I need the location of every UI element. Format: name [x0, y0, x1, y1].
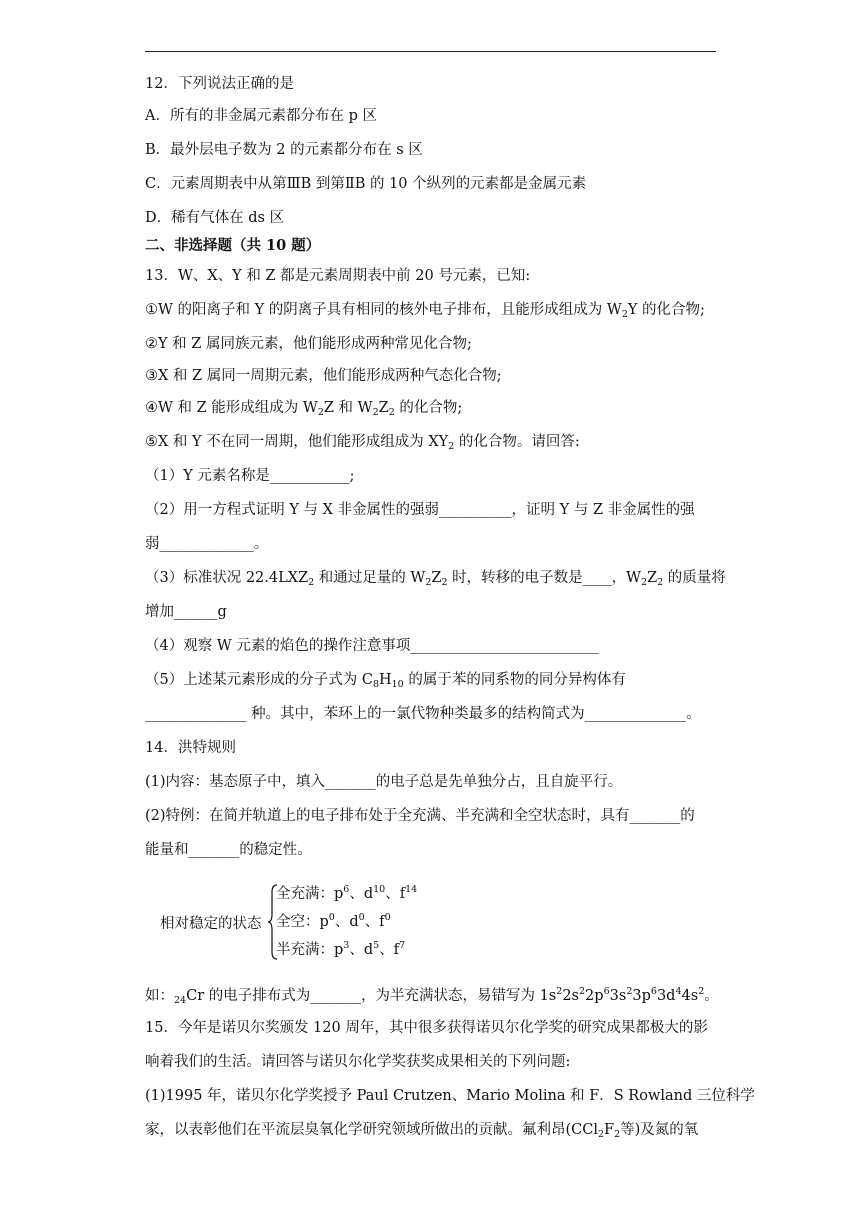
q12-stem: 12．下列说法正确的是	[145, 76, 294, 92]
q13-condition-5: ⑤X 和 Y 不在同一周期，他们能形成组成为 $XY_2$ 的化合物。请回答:	[145, 434, 580, 452]
q13-condition-4: ④W 和 Z 能形成组成为 $W_2Z$ 和 $W_2Z_2$ 的化合物;	[145, 400, 463, 418]
q15-part-1-line2: 家，以表彰他们在平流层臭氧化学研究领域所做出的贡献。氟利昂($CCl_2F_2$等)及氮的氧	[145, 1122, 699, 1140]
header-rule	[145, 51, 716, 52]
q13-part-1: （1）Y 元素名称是___________;	[145, 468, 355, 484]
q14-part-2-line1: (2)特例：在简并轨道上的电子排布处于全充满、半充满和全空状态时，具有_______的	[145, 808, 695, 824]
q13-part-3-line2: 增加______g	[145, 604, 227, 620]
q13-part-3-line1: （3）标准状况 $22.4LXZ_2$ 和通过足量的 $W_2Z_2$ 时，转移的电子数是____，$W_2Z_2$ 的质量将	[145, 570, 726, 588]
section-heading: 二、非选择题（共 10 题）	[145, 237, 321, 254]
q13-part-4: （4）观察 W 元素的焰色的操作注意事项__________________________	[145, 638, 599, 654]
stable-states-diagram	[160, 884, 460, 964]
stable-state-full: 全充满：$p^6$、$d^{10}$、$f^{14}$	[276, 884, 418, 902]
q13-stem: 13．W、X、Y 和 Z 都是元素周期表中前 20 号元素，已知:	[145, 268, 531, 284]
q12-option-b: B．最外层电子数为 2 的元素都分布在 s 区	[145, 142, 423, 158]
stable-state-empty: 全空：$p^0$、$d^0$、$f^0$	[276, 912, 391, 930]
q13-condition-3: ③X 和 Z 属同一周期元素，他们能形成两种气态化合物;	[145, 368, 502, 384]
q12-option-a: A．所有的非金属元素都分布在 p 区	[145, 108, 377, 124]
q13-condition-1: ①W 的阳离子和 Y 的阴离子具有相同的核外电子排布，且能形成组成为 $W_2Y$ 的化合物;	[145, 302, 705, 320]
q13-part-5-line2: ______________ 种。其中，苯环上的一氯代物种类最多的结构简式为______________。	[145, 706, 701, 722]
q15-part-1-line1: (1)1995 年，诺贝尔化学奖授予 Paul Crutzen、Mario Molina 和 F．S Rowland 三位科学	[145, 1088, 755, 1104]
stable-state-half: 半充满：$p^3$、$d^5$、$f^7$	[276, 940, 406, 958]
q15-stem-line1: 15．今年是诺贝尔奖颁发 120 周年，其中很多获得诺贝尔化学奖的研究成果都极大的影	[145, 1020, 708, 1036]
stable-states-label: 相对稳定的状态	[160, 916, 262, 932]
q14-example: 如：$_{24}$Cr 的电子排布式为_______，为半充满状态，易错写为 $1s^22s^22p^63s^23p^63d^44s^2$。	[145, 986, 719, 1006]
q14-part-1: (1)内容：基态原子中，填入_______的电子总是先单独分占，且自旋平行。	[145, 774, 623, 790]
q13-part-2-line2: 弱_____________。	[145, 536, 269, 552]
q12-option-c: C．元素周期表中从第ⅢB 到第ⅡB 的 10 个纵列的元素都是金属元素	[145, 176, 587, 192]
q12-option-d: D．稀有气体在 ds 区	[145, 210, 285, 226]
q14-stem: 14．洪特规则	[145, 740, 236, 756]
q14-part-2-line2: 能量和_______的稳定性。	[145, 842, 312, 858]
q13-condition-2: ②Y 和 Z 属同族元素，他们能形成两种常见化合物;	[145, 336, 472, 352]
q13-part-2-line1: （2）用一方程式证明 Y 与 X 非金属性的强弱__________，证明 Y 与 Z 非金属性的强	[145, 502, 695, 518]
q15-stem-line2: 响着我们的生活。请回答与诺贝尔化学奖获奖成果相关的下列问题:	[145, 1054, 571, 1070]
q13-part-5-line1: （5）上述某元素形成的分子式为 $C_8H_{10}$ 的属于苯的同系物的同分异构体有	[145, 672, 626, 690]
